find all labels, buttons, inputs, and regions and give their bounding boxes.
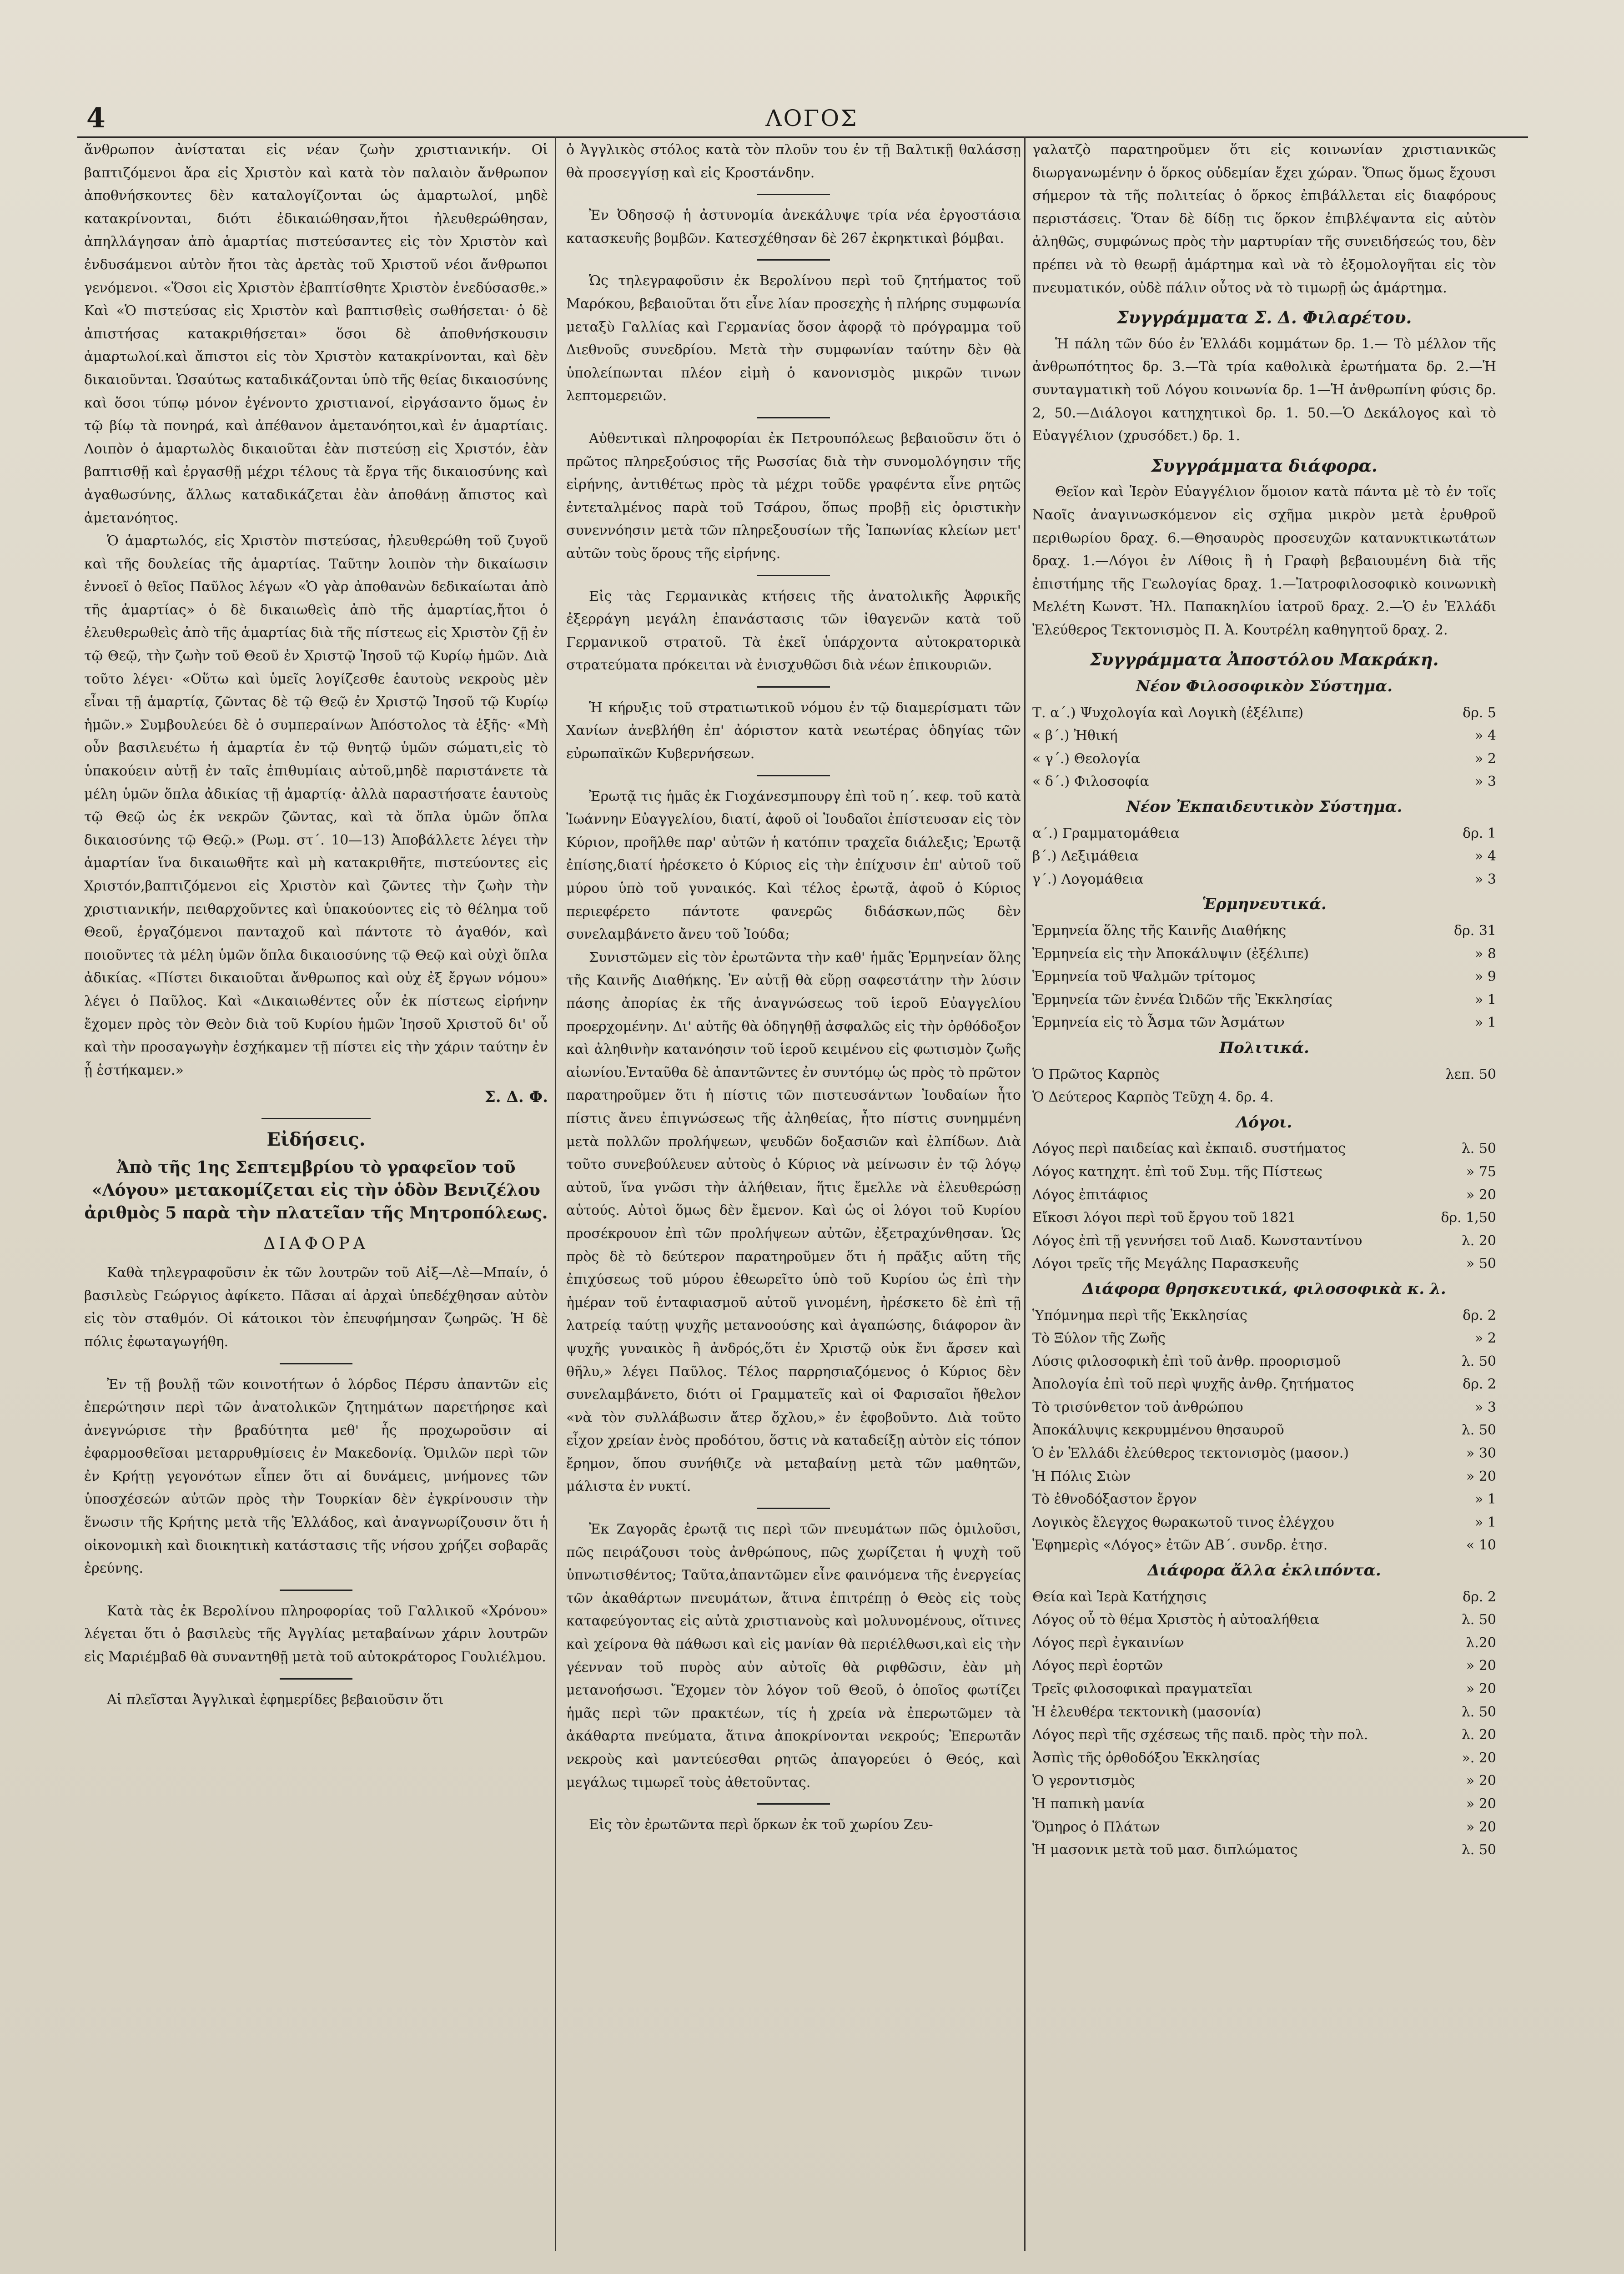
book-price: λ. 50 xyxy=(1461,1612,1496,1628)
book-title: « β΄.) Ἠθική xyxy=(1032,728,1118,744)
book-title: Ὁ Πρῶτος Καρπὸς xyxy=(1032,1066,1160,1082)
price-list-row xyxy=(1032,1230,1496,1253)
news-item: Ἐν τῇ βουλῇ τῶν κοινοτήτων ὁ λόρδος Πέρσυ ἀπαντῶν εἰς ἐπερώτησιν περὶ τῶν ἀνατολικῶν ζητημάτων παρετήρησε καὶ ἀνεγνώρισε τὴν βραδύτητα μεθ' ἧς προχωροῦσιν αἱ ἐφαρμοσθεῖσαι μεταρρυθμίσεις ἐν Μακεδονίᾳ. Ὁμιλῶν περὶ τῶν ἐν Κρήτῃ γεγονότων εἶπεν ὅτι αἱ δυνάμεις, μνήμονες τῶν ὑποσχέσεών αὐτῶν πρὸς τὴν Τουρκίαν δὲν ἐγκρίνουσιν τὴν ἕνωσιν τῆς Κρήτης μετὰ τῆς Ἑλλάδος, καὶ ἀναγνωρίζουσιν ὅτι ἡ οἰκονομικὴ καὶ διοικητικὴ κατάστασις τῆς νήσου χρήζει σοβαρᾶς ἐρεύνης. xyxy=(84,1376,548,1577)
price-list-row xyxy=(1032,1793,1496,1816)
separator xyxy=(757,259,830,261)
book-title: Λόγος περὶ ἐγκαινίων xyxy=(1032,1635,1184,1651)
book-title: Θεία καὶ Ἱερὰ Κατήχησις xyxy=(1032,1589,1207,1605)
separator xyxy=(757,1803,830,1805)
book-price: » 20 xyxy=(1466,1681,1496,1697)
book-price: » 1 xyxy=(1475,991,1496,1008)
philosophy-system-title: Νέον Φιλοσοφικὸν Σύστημα. xyxy=(1136,677,1393,696)
price-list-row xyxy=(1032,1655,1496,1678)
book-title: Λόγος ἐπὶ τῇ γεννήσει τοῦ Διαδ. Κωνσταντίνου xyxy=(1032,1233,1363,1249)
book-title: Ὅμηρος ὁ Πλάτων xyxy=(1032,1819,1160,1835)
book-price: λ. 20 xyxy=(1461,1233,1496,1249)
left-column xyxy=(84,139,548,2222)
book-price: » 1 xyxy=(1475,1015,1496,1031)
price-list-row xyxy=(1032,1534,1496,1557)
book-title: Ὁ γεροντισμὸς xyxy=(1032,1773,1135,1789)
book-title: Ἑρμηνεία τῶν ἐννέα Ὠιδῶν τῆς Ἐκκλησίας xyxy=(1032,991,1332,1008)
price-list-row xyxy=(1032,1086,1496,1109)
separator xyxy=(280,1363,352,1364)
book-title: α΄.) Γραμματομάθεια xyxy=(1032,825,1180,841)
book-price: « 10 xyxy=(1466,1537,1496,1554)
news-item: Ὡς τηλεγραφοῦσιν ἐκ Βερολίνου περὶ τοῦ ζητήματος τοῦ Μαρόκου, βεβαιοῦται ὅτι εἶνε λίαν προσεχὴς ἡ πλήρης συμφωνία μεταξὺ Γαλλίας καὶ Γερμανίας ὅσον ἀφορᾷ τὸ πρόγραμμα τοῦ Διεθνοῦς συνεδρίου. Μετὰ τὴν συμφωνίαν ταύτην δὲν θὰ ὑπολείπωνται πλέον εἰμὴ ὁ κανονισμὸς μικρῶν τινων λεπτομερειῶν. xyxy=(566,273,1021,404)
book-price: » 4 xyxy=(1475,728,1496,744)
news-item: Ἐν Ὀδησσῷ ἡ ἀστυνομία ἀνεκάλυψε τρία νέα ἐργοστάσια κατασκευῆς βομβῶν. Κατεσχέθησαν δὲ 267 ἐκρηκτικαὶ βόμβαι. xyxy=(566,207,1021,247)
book-price: » 9 xyxy=(1475,969,1496,985)
price-list-row xyxy=(1032,1253,1496,1276)
separator xyxy=(757,194,830,195)
price-list-row xyxy=(1032,1184,1496,1207)
book-price: δρ. 2 xyxy=(1463,1589,1496,1605)
book-title: Λόγοι τρεῖς τῆς Μεγάλης Παρασκευῆς xyxy=(1032,1256,1299,1272)
price-list-row xyxy=(1032,702,1496,725)
book-title: Λύσις φιλοσοφικὴ ἐπὶ τοῦ ἀνθρ. προορισμοῦ xyxy=(1032,1353,1341,1369)
book-title: Τὸ Ξύλον τῆς Ζωῆς xyxy=(1032,1330,1166,1347)
book-price: λ. 50 xyxy=(1461,1141,1496,1157)
interpretive-title: Ἑρμηνευτικά. xyxy=(1202,895,1327,914)
book-price: δρ. 1 xyxy=(1463,825,1496,841)
book-price: » 75 xyxy=(1466,1163,1496,1180)
book-price: » 50 xyxy=(1466,1256,1496,1272)
price-list-row xyxy=(1032,943,1496,966)
column-divider-2 xyxy=(1024,136,1026,2251)
book-title: Ἑρμηνεία τοῦ Ψαλμῶν τρίτομος xyxy=(1032,969,1256,985)
separator xyxy=(280,1678,352,1680)
price-list-row xyxy=(1032,1724,1496,1747)
book-title: Λόγος περὶ ἑορτῶν xyxy=(1032,1658,1163,1674)
other-books-title: Διάφορα ἄλλα ἐκλιπόντα. xyxy=(1147,1561,1381,1580)
book-price: δρ. 5 xyxy=(1463,704,1496,721)
book-title: Λόγος περὶ τῆς σχέσεως τῆς παιδ. πρὸς τὴν πολ. xyxy=(1032,1727,1368,1743)
price-list-row xyxy=(1032,989,1496,1012)
book-title: Ὁ ἐν Ἑλλάδι ἐλεύθερος τεκτονισμὸς (μασον.) xyxy=(1032,1445,1349,1462)
education-price-list xyxy=(1032,822,1496,891)
article-paragraph: Ὁ ἁμαρτωλός, εἰς Χριστὸν πιστεύσας, ἠλευθερώθη τοῦ ζυγοῦ καὶ τῆς δουλείας τῆς ἁμαρτίας. Ταῦτην λοιπὸν τὴν δικαίωσιν ἐννοεῖ ὁ θεῖος Παῦλος λέγων «Ὁ γὰρ ἀποθανὼν δεδικαίωται ἀπὸ τῆς ἁμαρτίας» ὁ δὲ δικαιωθεὶς ἀπὸ τῆς ἁμαρτίας,ἤτοι ὁ ἐλευθερωθεὶς ἀπὸ τῆς ἁμαρτίας διὰ τῆς πίστεως εἰς Χριστὸν ζῇ ἐν τῷ Θεῷ, τὴν ζωὴν τοῦ Θεοῦ ἐν Χριστῷ Ἰησοῦ τῷ Κυρίῳ ἡμῶν. Διὰ τοῦτο λέγει· «Οὕτω καὶ ὑμεῖς λογίζεσθε ἑαυτοὺς νεκροὺς μὲν εἶναι τῇ ἁμαρτίᾳ, ζῶντας δὲ τῷ Θεῷ ἐν Χριστῷ Ἰησοῦ τῷ Κυρίῳ ἡμῶν.» Συμβουλεύει δὲ ὁ συμπεραίνων Ἀπόστολος τὰ ἑξῆς· «Μὴ οὖν βασιλευέτω ἡ ἁμαρτία ἐν τῷ θνητῷ ὑμῶν σώματι,εἰς τὸ ὑπακούειν αὐτῇ ἐν ταῖς ἐπιθυμίαις αὐτοῦ,μηδὲ παριστάνετε τὰ μέλη ὑμῶν ὅπλα ἀδικίας τῇ ἁμαρτίᾳ· ἀλλὰ παραστήσατε ἑαυτοὺς τῷ Θεῷ ὡς ἐκ νεκρῶν ζῶντας, καὶ τὰ ὅπλα ὑμῶν ὅπλα δικαιοσύνης τῷ Θεῷ.» (Ρωμ. στ΄. 10—13) Ἀποβάλλετε λέγει τὴν ἁμαρτίαν ἵνα δικαιωθῆτε καὶ μὴ κατακριθῆτε, πιστεύοντες εἰς Χριστόν,βαπτιζόμενοι εἰς Χριστὸν καὶ ζῶντες τὴν ζωὴν τὴν χριστιανικήν, πειθαρχοῦντες καὶ ὑπακούοντες εἰς τὸ θέλημα τοῦ Θεοῦ, ἐργαζόμενοι πανταχοῦ καὶ πάντοτε τὸ ἀγαθόν, καὶ ποιοῦντες τὰ μέλη ὑμῶν ὅπλα δικαιοσύνης τῷ Θεῷ καὶ οὐχὶ ὅπλα ἀδικίας. «Πίστει δικαιοῦται ἄνθρωπος καὶ οὐχ ἐξ ἔργων νόμου» λέγει ὁ Παῦλος. Καὶ «Δικαιωθέντες οὖν ἐκ πίστεως εἰρήνην ἔχομεν πρὸς τὸν Θεὸν διὰ τοῦ Κυρίου ἡμῶν Ἰησοῦ Χριστοῦ δι' οὗ καὶ τὴν προσαγωγὴν ἐσχήκαμεν τῇ πίστει εἰς τὴν χάριν ταύτην ἐν ᾗ ἑστήκαμεν.» xyxy=(84,533,548,1078)
political-title: Πολιτικά. xyxy=(1219,1038,1309,1057)
book-title: Τ. α΄.) Ψυχολογία καὶ Λογικὴ (ἐξέλιπε) xyxy=(1032,704,1304,721)
book-price: λ. 50 xyxy=(1461,1353,1496,1369)
reader-question: Ἐκ Ζαγορᾶς ἐρωτᾷ τις περὶ τῶν πνευμάτων πῶς ὁμιλοῦσι, πῶς πειράζουσι τοὺς ἀνθρώπους, πῶς χωρίζεται ἡ ψυχὴ τοῦ ὑπνωτισθέντος; Ταῦτα,ἀπαντῶμεν εἶνε φαινόμενα τῆς ἐνεργείας τῶν ἀκαθάρτων πνευμάτων, ἅτινα ἐπιτρέπῃ ὁ Θεὸς εἰς τοὺς καταφεύγοντας εἰς αὐτὰ χριστιανοὺς καὶ μολυνομένους, οἵτινες καὶ χείρονα θὰ πάθωσι καὶ εἰς μανίαν θὰ περιέλθωσι,καὶ εἰς τὴν γέενναν τοῦ πυρὸς αὐν αὐτοῖς θὰ ριφθῶσιν, ἐὰν μὴ μετανοήσωσι. Ἔχομεν τὸν λόγον τοῦ Θεοῦ, ὁ ὁποῖος φωτίζει ἡμᾶς περὶ τῶν πρακτέων, τίς ἡ χρεία νὰ ἐπερωτῶμεν τὰ ἀκάθαρτα πνεύματα, ἅτινα ἀποκρίνονται νεκρούς; Ἐπερωτᾶν νεκροὺς καὶ μαντεύεσθαι ρητῶς ἀπαγορεύει ὁ Θεός, καὶ μεγάλως τιμωρεῖ τοὺς ἀθετοῦντας. xyxy=(566,1521,1021,1791)
price-list-row xyxy=(1032,1327,1496,1350)
book-price: ». 20 xyxy=(1462,1750,1496,1766)
book-price: λ. 50 xyxy=(1461,1422,1496,1439)
price-list-row xyxy=(1032,1632,1496,1655)
price-list-row xyxy=(1032,1586,1496,1609)
various-books-list: Θεῖον καὶ Ἱερὸν Εὐαγγέλιον ὅμοιον κατὰ πάντα μὲ τὸ ἐν τοῖς Ναοῖς ἀναγινωσκόμενον εἰς σχῆμα μικρὸν μετὰ ἐρυθροῦ περιθωρίου δραχ. 6.—Θησαυρὸς προσευχῶν κατανυκτικωτάτων δραχ. 1.—Λόγοι ἐν Λίθοις ἢ ἡ Γραφὴ βεβαιουμένη διὰ τῆς ἐπιστήμης τῆς Γεωλογίας δραχ. 1.—Ἰατροφιλοσοφικὸ κοινωνικὴ Μελέτη Κωνστ. Ἠλ. Παπακηλίου ἰατροῦ δραχ. 2.—Ὁ ἐν Ἑλλάδι Ἐλεύθερος Τεκτονισμὸς Π. Ἀ. Κουτρέλη καθηγητοῦ δραχ. 2. xyxy=(1032,484,1496,638)
price-list-row xyxy=(1032,1161,1496,1184)
book-price: λ. 20 xyxy=(1461,1727,1496,1743)
book-price: » 1 xyxy=(1475,1514,1496,1530)
book-price: » 20 xyxy=(1466,1658,1496,1674)
price-list-row xyxy=(1032,1137,1496,1161)
price-list-row xyxy=(1032,920,1496,943)
news-item: Αὐθεντικαὶ πληροφορίαι ἐκ Πετρουπόλεως βεβαιοῦσιν ὅτι ὁ πρῶτος πληρεξούσιος τῆς Ρωσσίας διὰ τὴν συνομολόγησιν τῆς εἰρήνης, ἀντιθέτως πρὸς τὰ μέχρι τοῦδε γραφέντα εἶνε ρητῶς ἐντεταλμένος παρὰ τοῦ Τσάρου, ὅπως προβῇ εἰς ὁριστικὴν συνεννόησιν μετὰ τῶν πληρεξουσίων τῆς Ἰαπωνίας κλείων μετ' αὐτῶν τοὺς ὅρους τῆς εἰρήνης. xyxy=(566,430,1021,562)
news-item: Καθὰ τηλεγραφοῦσιν ἐκ τῶν λουτρῶν τοῦ Αἰξ—Λὲ—Μπαίν, ὁ βασιλεὺς Γεώργιος ἀφίκετο. Πᾶσαι αἱ ἀρχαὶ ὑπεδέχθησαν αὐτὸν εἰς τὸν σταθμόν. Οἱ κάτοικοι τὸν ἐπευφήμησαν ζωηρῶς. Ἡ δὲ πόλις ἐφωταγωγήθη. xyxy=(84,1265,548,1350)
education-system-title: Νέον Ἐκπαιδευτικὸν Σύστημα. xyxy=(1126,798,1403,816)
column-divider-1 xyxy=(555,136,556,2251)
news-item: Αἱ πλεῖσται Ἀγγλικαὶ ἐφημερίδες βεβαιοῦσιν ὅτι xyxy=(107,1691,444,1708)
price-list-row xyxy=(1032,1609,1496,1632)
price-list-row xyxy=(1032,1839,1496,1862)
book-price: » 2 xyxy=(1475,1330,1496,1347)
book-price: » 8 xyxy=(1475,946,1496,962)
filaretos-books-title: Συγγράμματα Σ. Δ. Φιλαρέτου. xyxy=(1116,307,1412,328)
other-books-price-list xyxy=(1032,1586,1496,1862)
book-title: Ἑρμηνεία εἰς τὴν Ἀποκάλυψιν (ἐξέλιπε) xyxy=(1032,946,1309,962)
religious-price-list xyxy=(1032,1304,1496,1558)
book-title: Ὁ Δεύτερος Καρπὸς Τεῦχη 4. δρ. 4. xyxy=(1032,1089,1274,1106)
price-list-row xyxy=(1032,1396,1496,1419)
editor-answer: γαλατζὸ παρατηροῦμεν ὅτι εἰς κοινωνίαν χριστιανικῶς διωργανωμένην ὁ ὅρκος οὐδεμίαν ἔχει χώραν. Ὅπως ὅμως ἔχουσι σήμερον τὰ τῆς πολιτείας ὁ ὅρκος ἐπιβάλλεται εἰς διαφόρους περιστάσεις. Ὅταν δὲ δίδῃ τις ὅρκον ἐπιβλέψαντα εἰς αὐτὸν ἀληθῶς, συμφώνως πρὸς τὴν μαρτυρίαν τῆς συνειδήσεώς του, δὲν πρέπει νὰ τὸ θεωρῇ ἁμάρτημα καὶ νὰ τὸ ἐξομολογῆται εἰς τὸν πνευματικόν, οὐδὲ πάλιν οὗτος νὰ τὸ τιμωρῇ ὡς ἁμάρτημα. xyxy=(1032,142,1496,296)
book-title: Ἡ Πόλις Σιὼν xyxy=(1032,1468,1131,1484)
interpretive-price-list xyxy=(1032,920,1496,1035)
book-title: Ὑπόμνημα περὶ τῆς Ἐκκλησίας xyxy=(1032,1307,1247,1323)
book-price: » 20 xyxy=(1466,1468,1496,1484)
book-price: » 3 xyxy=(1475,774,1496,790)
price-list-row xyxy=(1032,1011,1496,1035)
price-list-row xyxy=(1032,822,1496,845)
speeches-price-list xyxy=(1032,1137,1496,1276)
price-list-row xyxy=(1032,748,1496,771)
price-list-row xyxy=(1032,1350,1496,1373)
news-item: ὁ Ἀγγλικὸς στόλος κατὰ τὸν πλοῦν του ἐν τῇ Βαλτικῇ θαλάσσῃ θὰ προσεγγίσῃ καὶ εἰς Κροστάνδην. xyxy=(566,142,1021,181)
page-header xyxy=(68,102,1555,134)
news-item: Εἰς τὰς Γερμανικὰς κτήσεις τῆς ἀνατολικῆς Ἀφρικῆς ἐξερράγη μεγάλη ἐπανάστασις τῶν ἰθαγενῶν κατὰ τοῦ Γερμανικοῦ στρατοῦ. Τὰ ἐκεῖ ὑπάρχοντα αὐτοκρατορικὰ στρατεύματα πρόκειται νὰ ἐνισχυθῶσι διὰ νέων ἐπικουριῶν. xyxy=(566,588,1021,674)
price-list-row xyxy=(1032,770,1496,794)
book-title: Λόγος κατηχητ. ἐπὶ τοῦ Συμ. τῆς Πίστεως xyxy=(1032,1163,1322,1180)
book-price: λ. 50 xyxy=(1461,1842,1496,1858)
separator xyxy=(757,575,830,576)
price-list-row xyxy=(1032,966,1496,989)
price-list-row xyxy=(1032,1488,1496,1511)
various-books-title: Συγγράμματα διάφορα. xyxy=(1151,455,1378,476)
separator xyxy=(757,1508,830,1509)
book-title: Ἐφημερὶς «Λόγος» ἐτῶν ΑΒ΄. συνδρ. ἐτησ. xyxy=(1032,1537,1328,1554)
book-price: λεπ. 50 xyxy=(1445,1066,1496,1082)
price-list-row xyxy=(1032,1442,1496,1465)
book-title: Λόγος περὶ παιδείας καὶ ἐκπαιδ. συστήματος xyxy=(1032,1141,1346,1157)
separator xyxy=(757,775,830,776)
book-title: « δ΄.) Φιλοσοφία xyxy=(1032,774,1149,790)
price-list-row xyxy=(1032,1207,1496,1230)
book-price: » 20 xyxy=(1466,1187,1496,1203)
book-price: » 2 xyxy=(1475,750,1496,767)
page-number: 4 xyxy=(86,102,106,134)
book-title: Ἑρμηνεία εἰς τὸ Ἆσμα τῶν Ἀσμάτων xyxy=(1032,1015,1285,1031)
price-list-row xyxy=(1032,1373,1496,1396)
book-price: » 3 xyxy=(1475,1399,1496,1415)
book-title: Λόγος ἐπιτάφιος xyxy=(1032,1187,1148,1203)
book-title: Τὸ τρισύνθετον τοῦ ἀνθρώπου xyxy=(1032,1399,1243,1415)
book-title: Ἡ ἐλευθέρα τεκτονικὴ (μασονία) xyxy=(1032,1704,1261,1720)
reader-question: Εἰς τὸν ἐρωτῶντα περὶ ὅρκων ἐκ τοῦ χωρίου Ζευ- xyxy=(589,1817,933,1833)
book-title: γ΄.) Λογομάθεια xyxy=(1032,871,1144,887)
article-paragraph: ἄνθρωπον ἀνίσταται εἰς νέαν ζωὴν χριστιανικήν. Οἱ βαπτιζόμενοι ἄρα εἰς Χριστὸν καὶ κατὰ τὸν παλαιὸν ἄνθρωπον ἀποθνήσκοντες δὲν καταλογίζονται ὡς ἁμαρτωλοί, μηδὲ κατακρίνονται, διότι ἐδικαιώθησαν,ἤτοι ἠλευθερώθησαν, ἀπηλλάγησαν ἀπὸ ἁμαρτίας πιστεύσαντες εἰς τὸν Χριστὸν καὶ ἐνδυσάμενοι αὐτὸν ἤτοι τὰς ἀρετὰς τοῦ Χριστοῦ νέοι ἄνθρωποι γενόμενοι. «Ὅσοι εἰς Χριστὸν ἐβαπτίσθητε Χριστὸν ἐνεδύσασθε.» Καὶ «Ὁ πιστεύσας εἰς Χριστὸν καὶ βαπτισθεὶς σωθήσεται· ὁ δὲ ἀπιστήσας κατακριθήσεται» ὅσοι δὲ ἀποθνήσκουσιν ἁμαρτωλοί.καὶ ἄπιστοι εἰς τὸν Χριστὸν κατακρίνονται, καὶ δὲν δικαιοῦνται. Ὡσαύτως καταδικάζονται ὑπὸ τῆς θείας δικαιοσύνης καὶ ὅσοι τύπῳ μόνον ἐγένοντο χριστιανοί, εἰργάσαντο ὅμως ἐν τῷ βίῳ τὰ πονηρά, καὶ ἀπέθανον ἀμετανόητοι,καὶ ἐν ἁμαρτίαις. Λοιπὸν ὁ ἁμαρτωλὸς δικαιοῦται ἐὰν πιστεύσῃ εἰς Χριστόν, ἐὰν βαπτισθῇ καὶ ἐργασθῇ μέχρι τέλους τὰ ἔργα τῆς δικαιοσύνης καὶ ἀγαθωσύνης, ἄλλως καταδικάζεται ἐὰν ἀποθάνῃ ἄπιστος καὶ ἀμετανόητος. xyxy=(84,142,548,526)
book-price: δρ. 31 xyxy=(1454,923,1496,939)
book-title: Ἀπολογία ἐπὶ τοῦ περὶ ψυχῆς ἀνθρ. ζητήματος xyxy=(1032,1376,1354,1393)
masthead-title: ΛΟΓΟΣ xyxy=(765,105,858,131)
price-list-row xyxy=(1032,1304,1496,1328)
price-list-row xyxy=(1032,845,1496,868)
separator xyxy=(280,1590,352,1591)
price-list-row xyxy=(1032,1465,1496,1489)
price-list-row xyxy=(1032,1063,1496,1087)
price-list-row xyxy=(1032,868,1496,891)
article-signature: Σ. Δ. Φ. xyxy=(484,1088,548,1107)
book-title: Ἀποκάλυψις κεκρυμμένου θησαυροῦ xyxy=(1032,1422,1284,1439)
book-price: » 20 xyxy=(1466,1773,1496,1789)
book-price: » 30 xyxy=(1466,1445,1496,1462)
book-title: Λογικὸς ἔλεγχος θωρακωτοῦ τινος ἐλέγχου xyxy=(1032,1514,1334,1530)
separator xyxy=(757,686,830,688)
separator xyxy=(261,1118,371,1119)
separator xyxy=(757,417,830,418)
header-rule xyxy=(77,136,1528,138)
philosophy-price-list xyxy=(1032,702,1496,794)
middle-column xyxy=(566,139,1021,2222)
filaretos-books-list: Ἡ πάλη τῶν δύο ἐν Ἑλλάδι κομμάτων δρ. 1.— Τὸ μέλλον τῆς ἀνθρωπότητος δρ. 3.—Τὰ τρία καθολικὰ ἐρωτήματα δρ. 2.—Ἡ συνταγματικὴ τοῦ Λόγου κοινωνία δρ. 1—Ἡ ἀνθρωπίνη φύσις δρ. 2, 50.—Διάλογοι κατηχητικοὶ δρ. 1. 50.—Ὁ Δεκάλογος καὶ τὸ Εὐαγγέλιον (χρυσόδετ.) δρ. 1. xyxy=(1032,336,1496,444)
editor-answer: Συνιστῶμεν εἰς τὸν ἐρωτῶντα τὴν καθ' ἡμᾶς Ἑρμηνείαν ὅλης τῆς Καινῆς Διαθήκης. Ἐν αὐτῇ θὰ εὕρῃ σαφεστάτην τὴν λύσιν πάσης ἀπορίας ἐκ τῆς ἀναγνώσεως τοῦ ἱεροῦ Εὐαγγελίου προερχομένην. Δι' αὐτῆς θὰ ὁδηγηθῇ ἀσφαλῶς εἰς τὴν ὀρθόδοξον καὶ ἀληθινὴν κατανόησιν τοῦ ἱεροῦ κειμένου εἰς φωτισμὸν ζωῆς αἰωνίου.Ἐνταῦθα δὲ ἀπαντῶντες ἐν συντόμῳ ὡς πρὸς τὸ πρῶτον παρατηροῦμεν ὅτι ἡ πίστις τῶν πιστευσάντων Ἰουδαίων ἦτο πίστις ἄνευ ἐπιγνώσεως τῆς ἀληθείας, ἦτο πίστις συνημμένη μετὰ πολλῶν προλήψεων, ψευδῶν δοξασιῶν καὶ ἐλπίδων. Διὰ τοῦτο συνεβούλευεν αὐτοὺς ὁ Κύριος νὰ μείνωσιν ἐν τῷ λόγῳ αὐτοῦ, ἵνα γνῶσι τὴν ἀλήθειαν, ἥτις ἔμελλε νὰ ἐλευθερώσῃ αὐτούς. Αὐτοὶ ὅμως δὲν ἔμενον. Καὶ ὡς οἱ λόγοι τοῦ Κυρίου προσέκρουον ἐπὶ τῶν προλήψεων αὐτῶν, ἐξετραχύνθησαν. Ὡς πρὸς δὲ τὸ δεύτερον παρατηροῦμεν ὅτι ἡ πρᾶξις αὕτη τῆς ἐπιχύσεως τοῦ μύρου ἐθεωρεῖτο ὑπὸ τοῦ Κυρίου ὡς ἐπὶ τὴν ἡμέραν τοῦ ἐνταφιασμοῦ αὐτοῦ γινομένη, ἠρέσκετο δὲ ἐπὶ τῇ λατρείᾳ ταύτῃ ψυχῆς μετανοούσης καὶ ἀγαπώσης, διάφορον ἂν ψυχῆς γυναικὸς ἢ ἀνδρός,ὅτι ἐν Χριστῷ οὐκ ἔνι ἄρσεν καὶ θῆλυ,» λέγει Παῦλος. Τέλος παρρησιαζόμενος ὁ Κύριος δὲν συνελαμβάνετο, διότι οἱ Γραμματεῖς καὶ οἱ Φαρισαῖοι ἤθελον «νὰ τὸν συλλάβωσιν ἄτερ ὄχλου,» ἐν ἐφοβοῦντο. Διὰ τοῦτο εἶχον χρείαν ἑνὸς προδότου, ὅστις νὰ καταδείξῃ αὐτὸν εἰς τόπον ἔρημον, ὅπου συνήθιζε νὰ μεταβαίνῃ μετὰ τῶν μαθητῶν, μάλιστα ἐν νυκτί. xyxy=(566,949,1021,1495)
right-column xyxy=(1032,139,1496,2222)
notices-heading: Εἰδήσεις. xyxy=(266,1128,366,1150)
book-title: Τὸ ἐθνοδόξαστον ἔργον xyxy=(1032,1491,1197,1508)
reader-question: Ἐρωτᾷ τις ἡμᾶς ἐκ Γιοχάνεσμπουργ ἐπὶ τοῦ η΄. κεφ. τοῦ κατὰ Ἰωάννην Εὐαγγελίου, διατί, ἀφοῦ οἱ Ἰουδαῖοι ἐπίστευσαν εἰς τὸν Κύριον, προῆλθε παρ' αὐτῶν ἡ κατόπιν τραχεῖα διάλεξις; Ἐρωτᾷ ἐπίσης,διατί ἠρέσκετο ὁ Κύριος εἰς τὴν ἐπίχυσιν ἐπ' αὐτοῦ τοῦ μύρου ὑπὸ τοῦ γυναικός. Καὶ τέλος ἐρωτᾷ, ἀφοῦ ὁ Κύριος περιεφέρετο πάντοτε φανερῶς διδάσκων,πῶς δὲν συνελαμβάνετο ἄνευ τοῦ Ἰούδα; xyxy=(566,788,1021,943)
book-title: β΄.) Λεξιμάθεια xyxy=(1032,848,1139,865)
book-price: » 1 xyxy=(1475,1491,1496,1508)
book-price: δρ. 2 xyxy=(1463,1376,1496,1393)
book-price: δρ. 2 xyxy=(1463,1307,1496,1323)
speeches-title: Λόγοι. xyxy=(1236,1113,1292,1132)
book-price: » 20 xyxy=(1466,1819,1496,1835)
book-title: Ἑρμηνεία ὅλης τῆς Καινῆς Διαθήκης xyxy=(1032,923,1287,939)
news-item: Κατὰ τὰς ἐκ Βερολίνου πληροφορίας τοῦ Γαλλικοῦ «Χρόνου» λέγεται ὅτι ὁ βασιλεὺς τῆς Ἀγγλίας μεταβαίνων χάριν λουτρῶν εἰς Μαριέμβαδ θὰ συναντηθῇ μετὰ τοῦ αὐτοκράτορος Γουλιέλμου. xyxy=(84,1603,548,1665)
book-price: λ. 50 xyxy=(1461,1704,1496,1720)
book-price: λ.20 xyxy=(1466,1635,1496,1651)
book-price: δρ. 1,50 xyxy=(1441,1210,1496,1226)
news-item: Ἡ κήρυξις τοῦ στρατιωτικοῦ νόμου ἐν τῷ διαμερίσματι τῶν Χανίων ἀνεβλήθη ἐπ' ἀόριστον κατὰ νεωτέρας ὁδηγίας τῶν εὐρωπαϊκῶν Κυβερνήσεων. xyxy=(566,699,1021,762)
book-price: » 4 xyxy=(1475,848,1496,865)
book-title: Λόγος οὗ τὸ θέμα Χριστὸς ἡ αὐτοαλήθεια xyxy=(1032,1612,1319,1628)
price-list-row xyxy=(1032,724,1496,748)
makrakis-books-title: Συγγράμματα Ἀποστόλου Μακράκη. xyxy=(1090,649,1439,670)
office-move-notice: Ἀπὸ τῆς 1ης Σεπτεμβρίου τὸ γραφεῖον τοῦ «Λόγου» μετακομίζεται εἰς τὴν ὁδὸν Βενιζέλου ἀριθμὸς 5 παρὰ τὴν πλατεῖαν τῆς Μητροπόλεως. xyxy=(84,1157,548,1223)
price-list-row xyxy=(1032,1770,1496,1793)
price-list-row xyxy=(1032,1747,1496,1770)
price-list-row xyxy=(1032,1701,1496,1724)
book-price: » 3 xyxy=(1475,871,1496,887)
book-title: Ἡ μασονικ μετὰ τοῦ μασ. διπλώματος xyxy=(1032,1842,1298,1858)
book-price: » 20 xyxy=(1466,1796,1496,1812)
book-title: Ἡ παπικὴ μανία xyxy=(1032,1796,1145,1812)
price-list-row xyxy=(1032,1678,1496,1701)
political-price-list xyxy=(1032,1063,1496,1109)
price-list-row xyxy=(1032,1419,1496,1442)
price-list-row xyxy=(1032,1816,1496,1839)
book-title: Ἀσπὶς τῆς ὀρθοδόξου Ἐκκλησίας xyxy=(1032,1750,1260,1766)
religious-title: Διάφορα θρησκευτικά, φιλοσοφικὰ κ. λ. xyxy=(1082,1279,1446,1298)
misc-heading: ΔΙΑΦΟΡΑ xyxy=(263,1234,369,1253)
price-list-row xyxy=(1032,1511,1496,1534)
book-title: Τρεῖς φιλοσοφικαὶ πραγματεῖαι xyxy=(1032,1681,1252,1697)
book-title: « γ΄.) Θεολογία xyxy=(1032,750,1140,767)
book-title: Εἴκοσι λόγοι περὶ τοῦ ἔργου τοῦ 1821 xyxy=(1032,1210,1296,1226)
